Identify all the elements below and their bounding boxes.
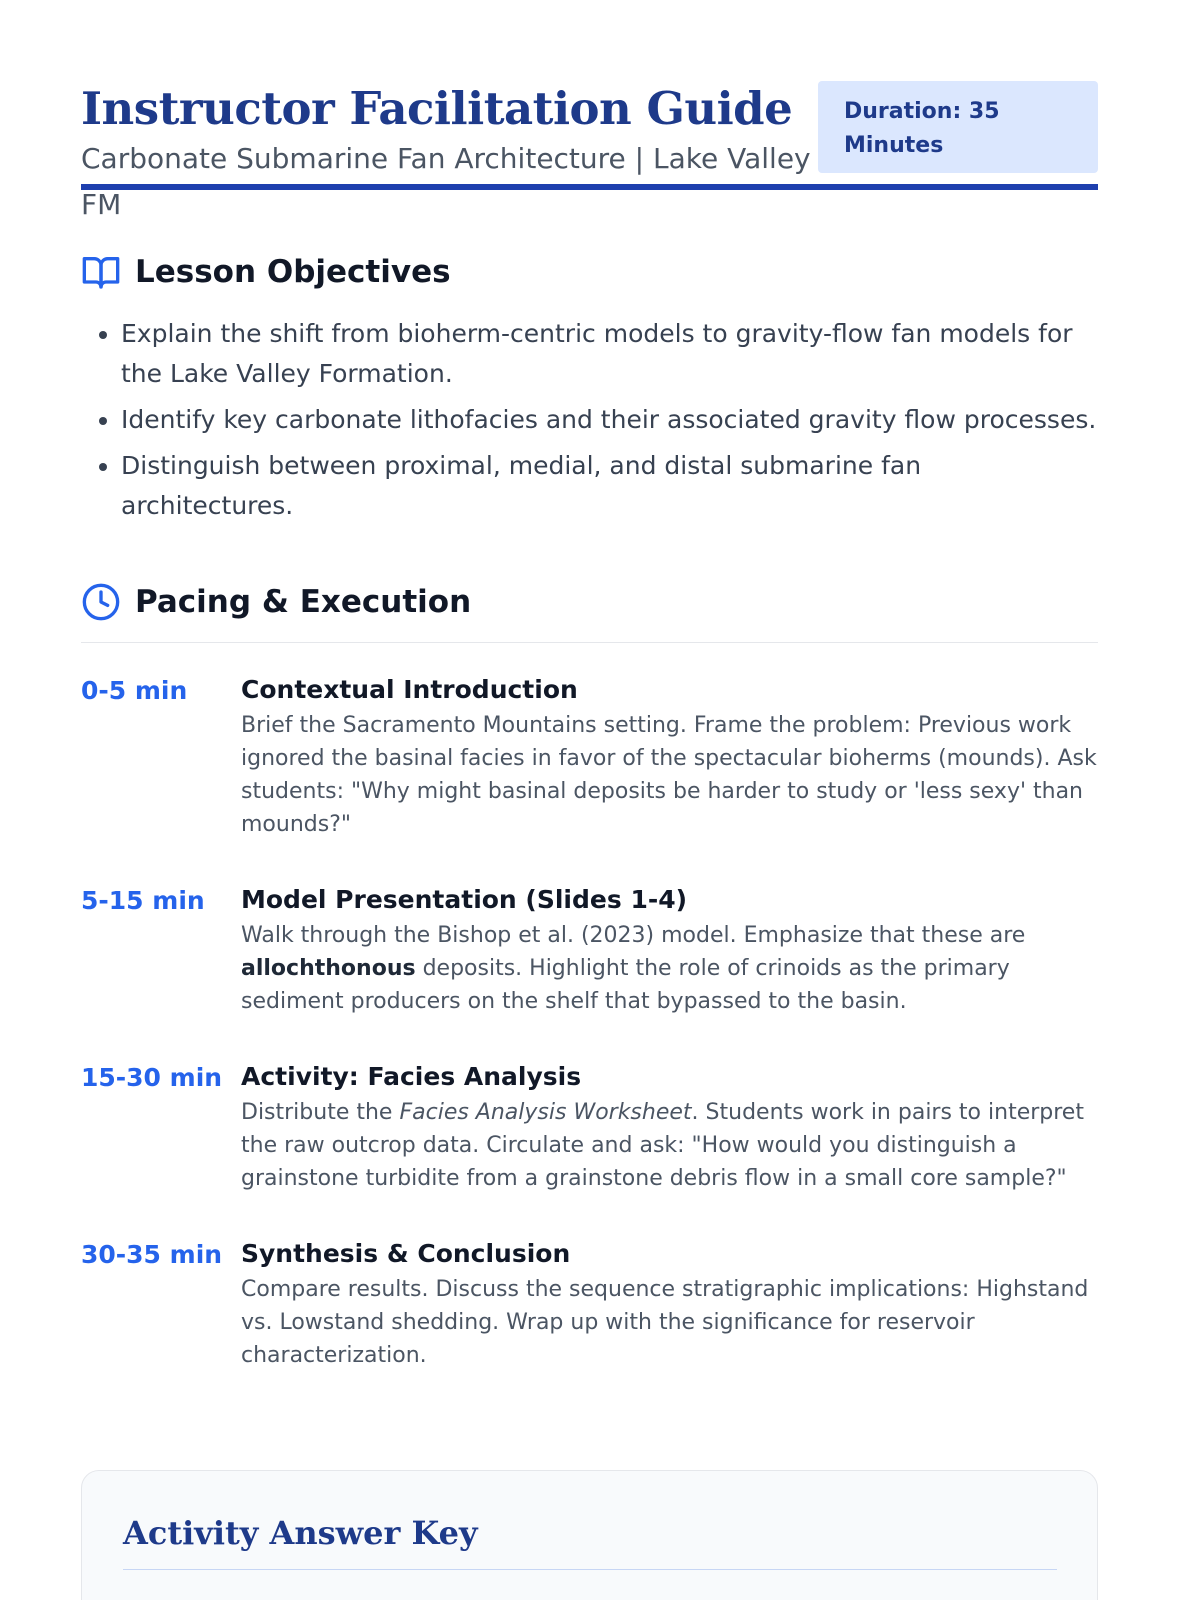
- book-icon: [81, 252, 121, 292]
- answer-key-title: Activity Answer Key: [123, 1511, 1057, 1570]
- timeline-title: Contextual Introduction: [241, 675, 578, 704]
- description-text: Walk through the Bishop et al. (2023) model. Emphasize that these are: [241, 923, 1026, 948]
- pacing-heading-text: Pacing & Execution: [135, 584, 472, 620]
- timeline-time: 5-15 min: [81, 886, 205, 915]
- clock-icon: [81, 582, 121, 622]
- list-item: • Explain the shift from bioherm-centric models to gravity-flow fan models for the Lake Valley Formation.: [121, 314, 1098, 394]
- timeline-time: 30-35 min: [81, 1240, 223, 1269]
- timeline-content: [241, 671, 1098, 841]
- duration-badge: Duration: 35 Minutes: [818, 81, 1098, 173]
- timeline-description: Brief the Sacramento Mountains setting. Frame the problem: Previous work ignored the basinal facies in favor of the spectacular bioherms (mounds). Ask students: "Why might basinal deposits be harder to study or 'less sexy' than mounds?": [241, 713, 1097, 837]
- timeline-title: Model Presentation (Slides 1-4): [241, 885, 688, 914]
- objectives-heading-text: Lesson Objectives: [135, 254, 451, 290]
- timeline-content: [241, 1058, 1098, 1195]
- page-subtitle: Carbonate Submarine Fan Architecture | Lake Valley FM: [81, 142, 811, 221]
- pacing-timeline: [81, 671, 1098, 1372]
- timeline-time: 15-30 min: [81, 1063, 223, 1092]
- timeline-title: Synthesis & Conclusion: [241, 1239, 571, 1268]
- description-text: Distribute the: [241, 1100, 400, 1125]
- timeline-content: [241, 881, 1098, 1018]
- objectives-list: [81, 314, 1098, 526]
- timeline-time: 0-5 min: [81, 676, 188, 705]
- list-item: • Distinguish between proximal, medial, and distal submarine fan architectures.: [121, 446, 1098, 526]
- objectives-section-heading: [81, 252, 1098, 292]
- timeline-description: [241, 919, 1098, 1018]
- description-text: . Students work in pairs to interpret the raw outcrop data. Circulate and ask: "How would you distinguish a grainstone turbidite from a grainstone debris flow in a small core sample?": [241, 1100, 1084, 1191]
- timeline-content: [241, 1235, 1098, 1372]
- timeline-row: [81, 1235, 1098, 1372]
- timeline-description: [241, 1096, 1098, 1195]
- description-bold-term: allochthonous: [241, 956, 416, 981]
- answer-key-panel: [81, 1470, 1098, 1600]
- page-title: Instructor Facilitation Guide: [81, 82, 793, 135]
- timeline-row: [81, 1058, 1098, 1195]
- timeline-row: [81, 671, 1098, 841]
- list-item: • Identify key carbonate lithofacies and their associated gravity flow processes.: [121, 400, 1098, 440]
- pacing-section-heading: [81, 582, 1098, 643]
- description-text: deposits. Highlight the role of crinoids as the primary sediment producers on the shelf that bypassed to the basin.: [241, 956, 1010, 1014]
- timeline-row: [81, 881, 1098, 1018]
- timeline-description: Compare results. Discuss the sequence stratigraphic implications: Highstand vs. Lowstand shedding. Wrap up with the significance for reservoir characterization.: [241, 1277, 1089, 1368]
- page-header: [81, 0, 1098, 221]
- timeline-title: Activity: Facies Analysis: [241, 1062, 582, 1091]
- worksheet-title: Facies Analysis Worksheet: [399, 1100, 692, 1125]
